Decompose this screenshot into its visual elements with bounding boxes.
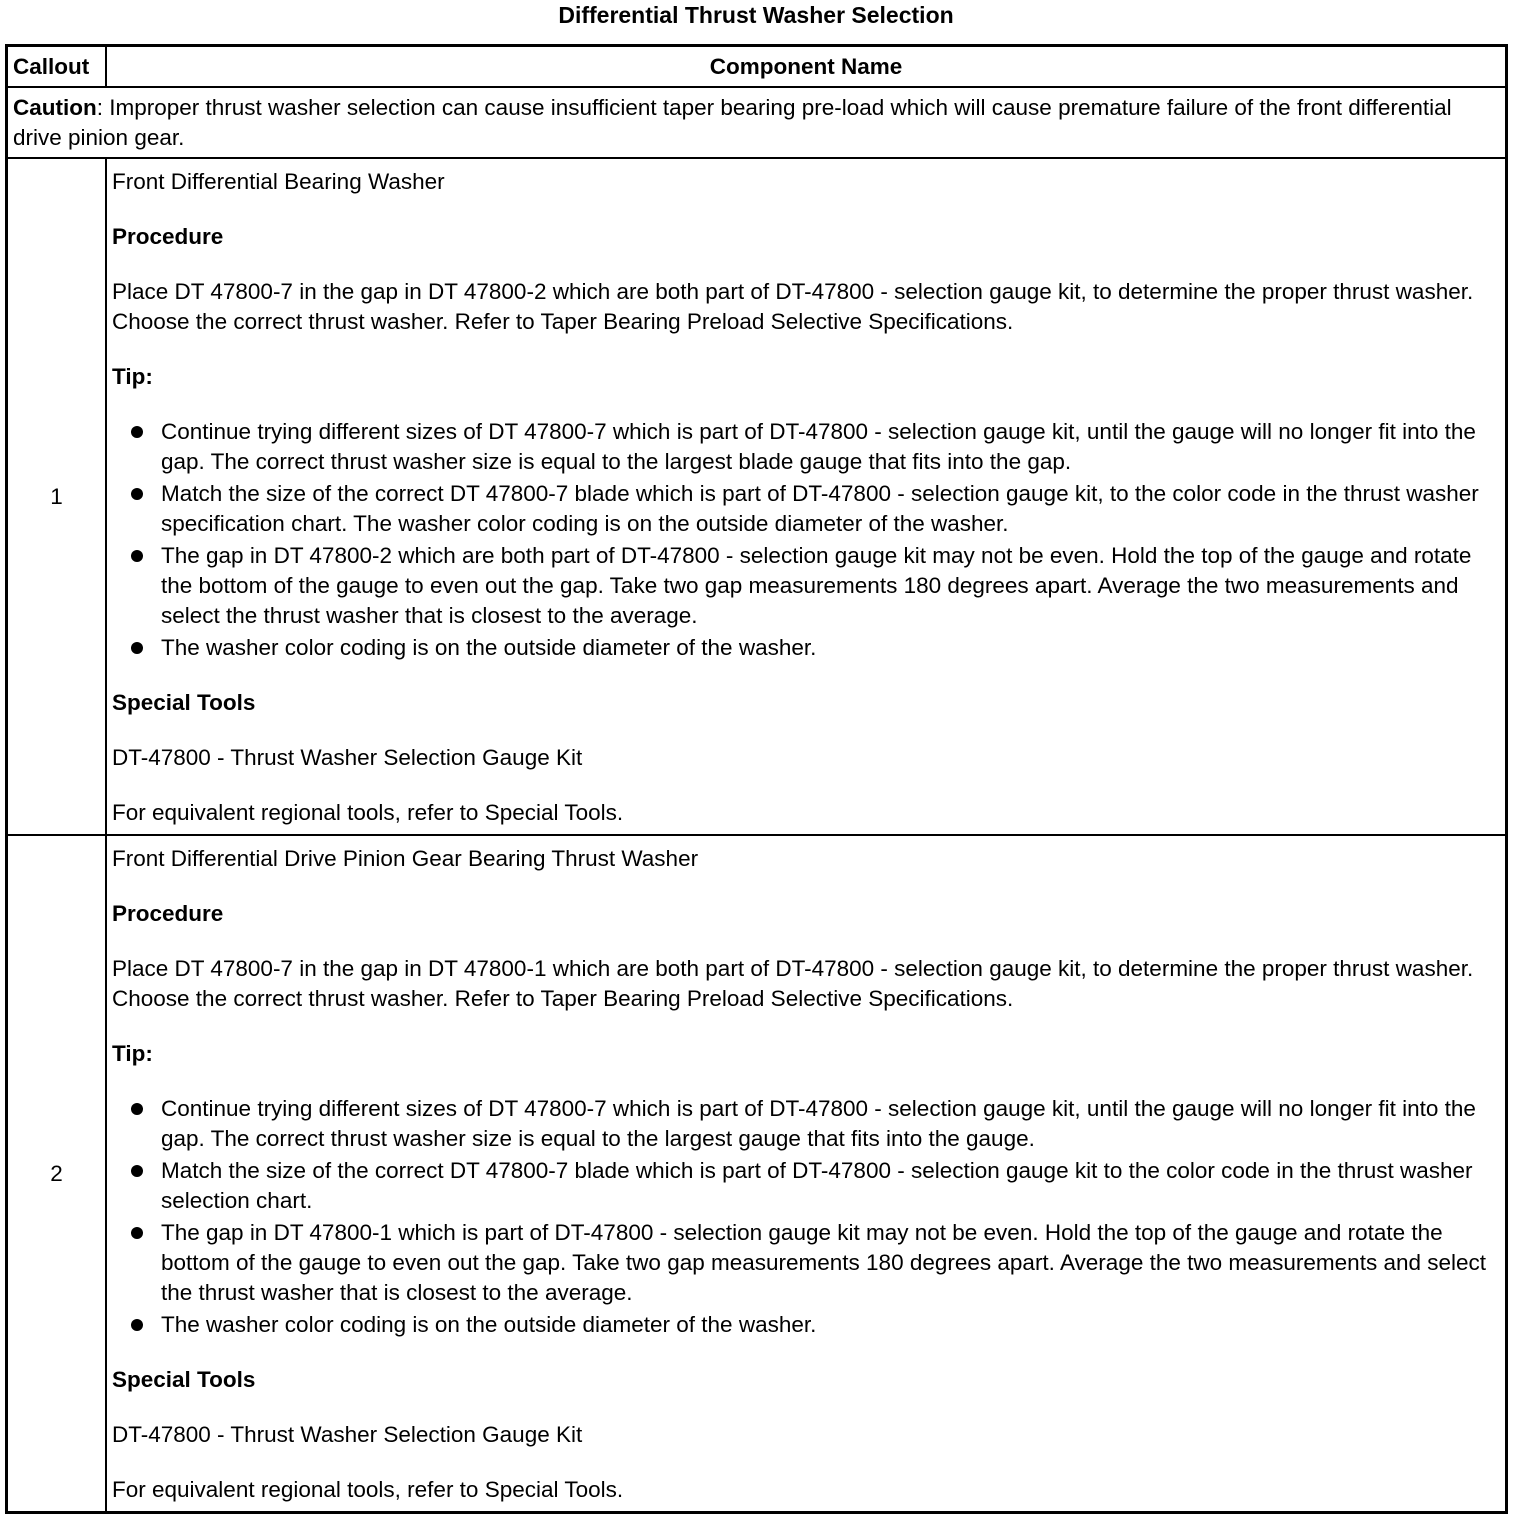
component-cell xyxy=(106,835,1507,1513)
tools-note: For equivalent regional tools, refer to Special Tools. xyxy=(112,1477,624,1502)
bullet-icon xyxy=(131,1227,143,1239)
tip-text: Continue trying different sizes of DT 47800-7 which is part of DT-47800 - selection gauge kit, until the gauge will no longer fit into the gap. The correct thrust washer size is equal to the largest blade gauge that fits into the gap. xyxy=(161,419,1476,474)
procedure-text: Place DT 47800-7 in the gap in DT 47800-2 which are both part of DT-47800 - selection gauge kit, to determine the proper thrust washer. Choose the correct thrust washer. Refer to Taper Bearing Preload Selective Specifications. xyxy=(112,279,1474,334)
tip-item xyxy=(112,1310,1501,1340)
tip-text: The gap in DT 47800-1 which is part of DT-47800 - selection gauge kit may not be even. Hold the top of the gauge and rotate the bottom of the gauge to even out the gap. Take two gap measurements 180 degrees apart. Average the two measurements and select the thrust washer that is closest to the average. xyxy=(161,1220,1487,1305)
bullet-icon xyxy=(131,1319,143,1331)
tip-item xyxy=(112,479,1501,539)
bullet-icon xyxy=(131,550,143,562)
tip-item xyxy=(112,541,1501,631)
callout-header: Callout xyxy=(7,46,107,88)
caution-label: Caution xyxy=(13,95,97,120)
callout-number: 1 xyxy=(7,158,107,835)
tip-text: The washer color coding is on the outside diameter of the washer. xyxy=(161,1312,817,1337)
tip-text: Continue trying different sizes of DT 47800-7 which is part of DT-47800 - selection gauge kit, until the gauge will no longer fit into the gap. The correct thrust washer size is equal to the largest gauge that fits into the gauge. xyxy=(161,1096,1476,1151)
document-title: Differential Thrust Washer Selection xyxy=(558,2,954,28)
bullet-icon xyxy=(131,488,143,500)
tip-text: Match the size of the correct DT 47800-7 blade which is part of DT-47800 - selection gauge kit to the color code in the thrust washer selection chart. xyxy=(161,1158,1473,1213)
tip-item xyxy=(112,1218,1501,1308)
table-row xyxy=(7,158,1507,835)
caution-text: : Improper thrust washer selection can cause insufficient taper bearing pre-load which will cause premature failure of the front differential drive pinion gear. xyxy=(13,95,1452,150)
component-name-header: Component Name xyxy=(106,46,1507,88)
tip-heading: Tip: xyxy=(112,364,153,389)
table-row xyxy=(7,835,1507,1513)
tip-item xyxy=(112,1156,1501,1216)
washer-selection-table xyxy=(5,44,1508,1514)
tip-item xyxy=(112,633,1501,663)
header-row xyxy=(7,46,1507,88)
callout-number: 2 xyxy=(7,835,107,1513)
special-tool: DT-47800 - Thrust Washer Selection Gauge Kit xyxy=(112,1422,583,1447)
caution-cell xyxy=(7,87,1507,158)
special-tools-heading: Special Tools xyxy=(112,690,256,715)
component-name: Front Differential Bearing Washer xyxy=(112,169,445,194)
procedure-text: Place DT 47800-7 in the gap in DT 47800-1 which are both part of DT-47800 - selection gauge kit, to determine the proper thrust washer. Choose the correct thrust washer. Refer to Taper Bearing Preload Selective Specifications. xyxy=(112,956,1474,1011)
procedure-heading: Procedure xyxy=(112,224,224,249)
tip-item xyxy=(112,417,1501,477)
special-tool: DT-47800 - Thrust Washer Selection Gauge Kit xyxy=(112,745,583,770)
bullet-icon xyxy=(131,1165,143,1177)
tools-note: For equivalent regional tools, refer to Special Tools. xyxy=(112,800,624,825)
component-cell xyxy=(106,158,1507,835)
caution-row xyxy=(7,87,1507,158)
tip-text: The gap in DT 47800-2 which are both part of DT-47800 - selection gauge kit may not be even. Hold the top of the gauge and rotate the bottom of the gauge to even out the gap. Take two gap measurements 180 degrees apart. Average the two measurements and select the thrust washer that is closest to the average. xyxy=(161,543,1472,628)
component-name: Front Differential Drive Pinion Gear Bearing Thrust Washer xyxy=(112,846,699,871)
bullet-icon xyxy=(131,426,143,438)
tip-item xyxy=(112,1094,1501,1154)
bullet-icon xyxy=(131,642,143,654)
procedure-heading: Procedure xyxy=(112,901,224,926)
tip-text: The washer color coding is on the outside diameter of the washer. xyxy=(161,635,817,660)
tip-text: Match the size of the correct DT 47800-7 blade which is part of DT-47800 - selection gauge kit, to the color code in the thrust washer specification chart. The washer color coding is on the outside diameter of the washer. xyxy=(161,481,1479,536)
tip-heading: Tip: xyxy=(112,1041,153,1066)
tip-list xyxy=(112,417,1501,663)
bullet-icon xyxy=(131,1103,143,1115)
special-tools-heading: Special Tools xyxy=(112,1367,256,1392)
tip-list xyxy=(112,1094,1501,1340)
